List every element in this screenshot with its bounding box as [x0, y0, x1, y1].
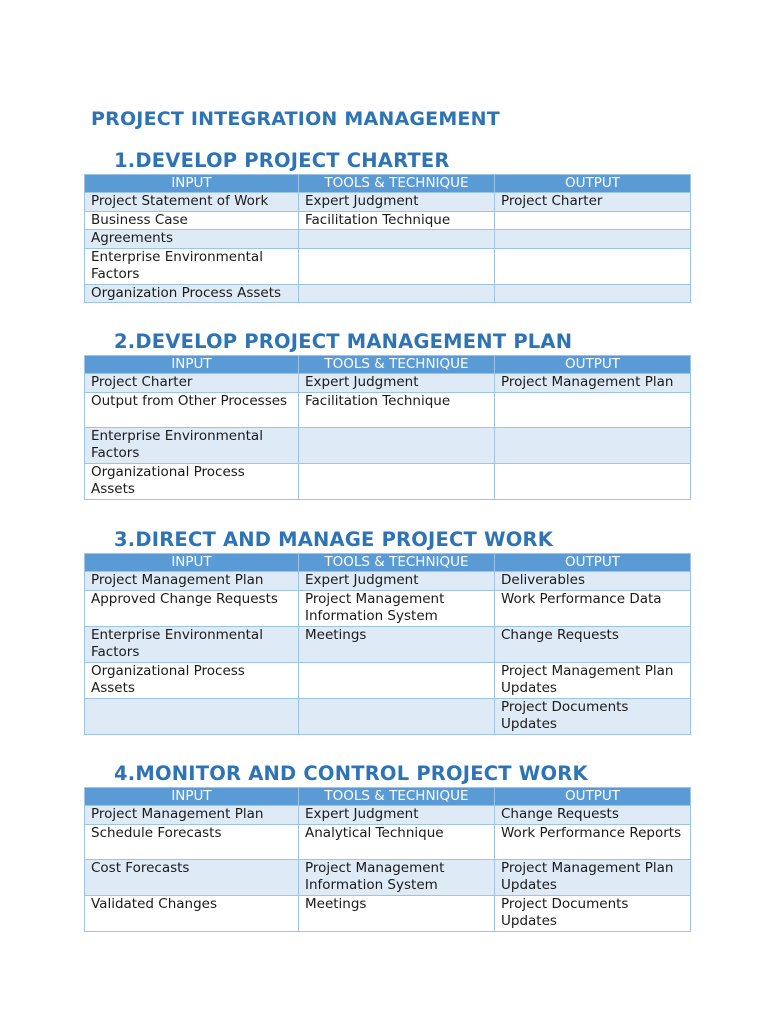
table-row: [85, 193, 691, 212]
output-cell: [495, 427, 691, 463]
tools-cell: [299, 248, 495, 284]
output-cell: Project Management Plan Updates: [495, 859, 691, 895]
table-row: [85, 463, 691, 499]
tools-cell: Expert Judgment: [299, 806, 495, 825]
output-cell: [495, 392, 691, 427]
output-cell: Project Documents Updates: [495, 895, 691, 931]
section-develop-project-charter: [84, 148, 690, 303]
input-cell: Organization Process Assets: [85, 284, 299, 303]
input-cell: Approved Change Requests: [85, 590, 299, 626]
table-row: [85, 248, 691, 284]
output-cell: Project Management Plan Updates: [495, 662, 691, 698]
input-cell: Organizational Process Assets: [85, 662, 299, 698]
table-row: [85, 572, 691, 591]
tools-cell: [299, 463, 495, 499]
table-row: [85, 859, 691, 895]
output-cell: Project Documents Updates: [495, 698, 691, 734]
output-cell: Deliverables: [495, 572, 691, 591]
tools-cell: Expert Judgment: [299, 374, 495, 393]
table-row: [85, 590, 691, 626]
table-row: [85, 824, 691, 859]
column-header-output: OUTPUT: [495, 175, 691, 193]
column-header-tools: TOOLS & TECHNIQUE: [299, 554, 495, 572]
tools-cell: Facilitation Technique: [299, 211, 495, 230]
table-row: [85, 806, 691, 825]
table-row: [85, 230, 691, 249]
table-header-row: [85, 356, 691, 374]
input-cell: Project Management Plan: [85, 806, 299, 825]
tools-cell: [299, 284, 495, 303]
section-direct-and-manage-project-work: [84, 527, 690, 735]
output-cell: [495, 211, 691, 230]
output-cell: [495, 463, 691, 499]
table-row: [85, 284, 691, 303]
input-cell: Output from Other Processes: [85, 392, 299, 427]
tools-cell: [299, 662, 495, 698]
tools-cell: Expert Judgment: [299, 193, 495, 212]
section-heading: 2.DEVELOP PROJECT MANAGEMENT PLAN: [114, 330, 573, 353]
document-title: PROJECT INTEGRATION MANAGEMENT: [91, 108, 500, 130]
tools-cell: Meetings: [299, 895, 495, 931]
tools-cell: [299, 230, 495, 249]
table-row: [85, 211, 691, 230]
column-header-output: OUTPUT: [495, 788, 691, 806]
column-header-input: INPUT: [85, 554, 299, 572]
table-row: [85, 392, 691, 427]
output-cell: Change Requests: [495, 626, 691, 662]
column-header-output: OUTPUT: [495, 554, 691, 572]
column-header-output: OUTPUT: [495, 356, 691, 374]
output-cell: Change Requests: [495, 806, 691, 825]
column-header-tools: TOOLS & TECHNIQUE: [299, 356, 495, 374]
process-table: [84, 553, 691, 735]
input-cell: Organizational Process Assets: [85, 463, 299, 499]
table-row: [85, 895, 691, 931]
section-monitor-and-control-project-work: [84, 761, 690, 932]
table-header-row: [85, 175, 691, 193]
table-header-row: [85, 788, 691, 806]
tools-cell: Project Management Information System: [299, 859, 495, 895]
input-cell: Schedule Forecasts: [85, 824, 299, 859]
input-cell: Project Statement of Work: [85, 193, 299, 212]
section-develop-project-management-plan: [84, 329, 690, 500]
tools-cell: Facilitation Technique: [299, 392, 495, 427]
column-header-input: INPUT: [85, 788, 299, 806]
input-cell: Enterprise Environmental Factors: [85, 427, 299, 463]
section-heading: 3.DIRECT AND MANAGE PROJECT WORK: [114, 528, 554, 551]
output-cell: [495, 248, 691, 284]
process-table: [84, 355, 691, 500]
tools-cell: Analytical Technique: [299, 824, 495, 859]
input-cell: Business Case: [85, 211, 299, 230]
tools-cell: Meetings: [299, 626, 495, 662]
input-cell: Validated Changes: [85, 895, 299, 931]
tools-cell: [299, 698, 495, 734]
input-cell: Enterprise Environmental Factors: [85, 248, 299, 284]
table-row: [85, 698, 691, 734]
column-header-input: INPUT: [85, 175, 299, 193]
table-row: [85, 662, 691, 698]
column-header-input: INPUT: [85, 356, 299, 374]
process-table: [84, 787, 691, 932]
column-header-tools: TOOLS & TECHNIQUE: [299, 788, 495, 806]
table-header-row: [85, 554, 691, 572]
output-cell: [495, 230, 691, 249]
table-row: [85, 374, 691, 393]
tools-cell: Project Management Information System: [299, 590, 495, 626]
section-heading: 1.DEVELOP PROJECT CHARTER: [114, 149, 450, 172]
input-cell: Agreements: [85, 230, 299, 249]
input-cell: Project Management Plan: [85, 572, 299, 591]
input-cell: [85, 698, 299, 734]
process-table: [84, 174, 691, 303]
output-cell: Work Performance Data: [495, 590, 691, 626]
tools-cell: Expert Judgment: [299, 572, 495, 591]
table-row: [85, 626, 691, 662]
output-cell: Project Charter: [495, 193, 691, 212]
section-heading: 4.MONITOR AND CONTROL PROJECT WORK: [114, 762, 588, 785]
input-cell: Project Charter: [85, 374, 299, 393]
output-cell: [495, 284, 691, 303]
output-cell: Project Management Plan: [495, 374, 691, 393]
table-row: [85, 427, 691, 463]
output-cell: Work Performance Reports: [495, 824, 691, 859]
input-cell: Cost Forecasts: [85, 859, 299, 895]
column-header-tools: TOOLS & TECHNIQUE: [299, 175, 495, 193]
input-cell: Enterprise Environmental Factors: [85, 626, 299, 662]
tools-cell: [299, 427, 495, 463]
